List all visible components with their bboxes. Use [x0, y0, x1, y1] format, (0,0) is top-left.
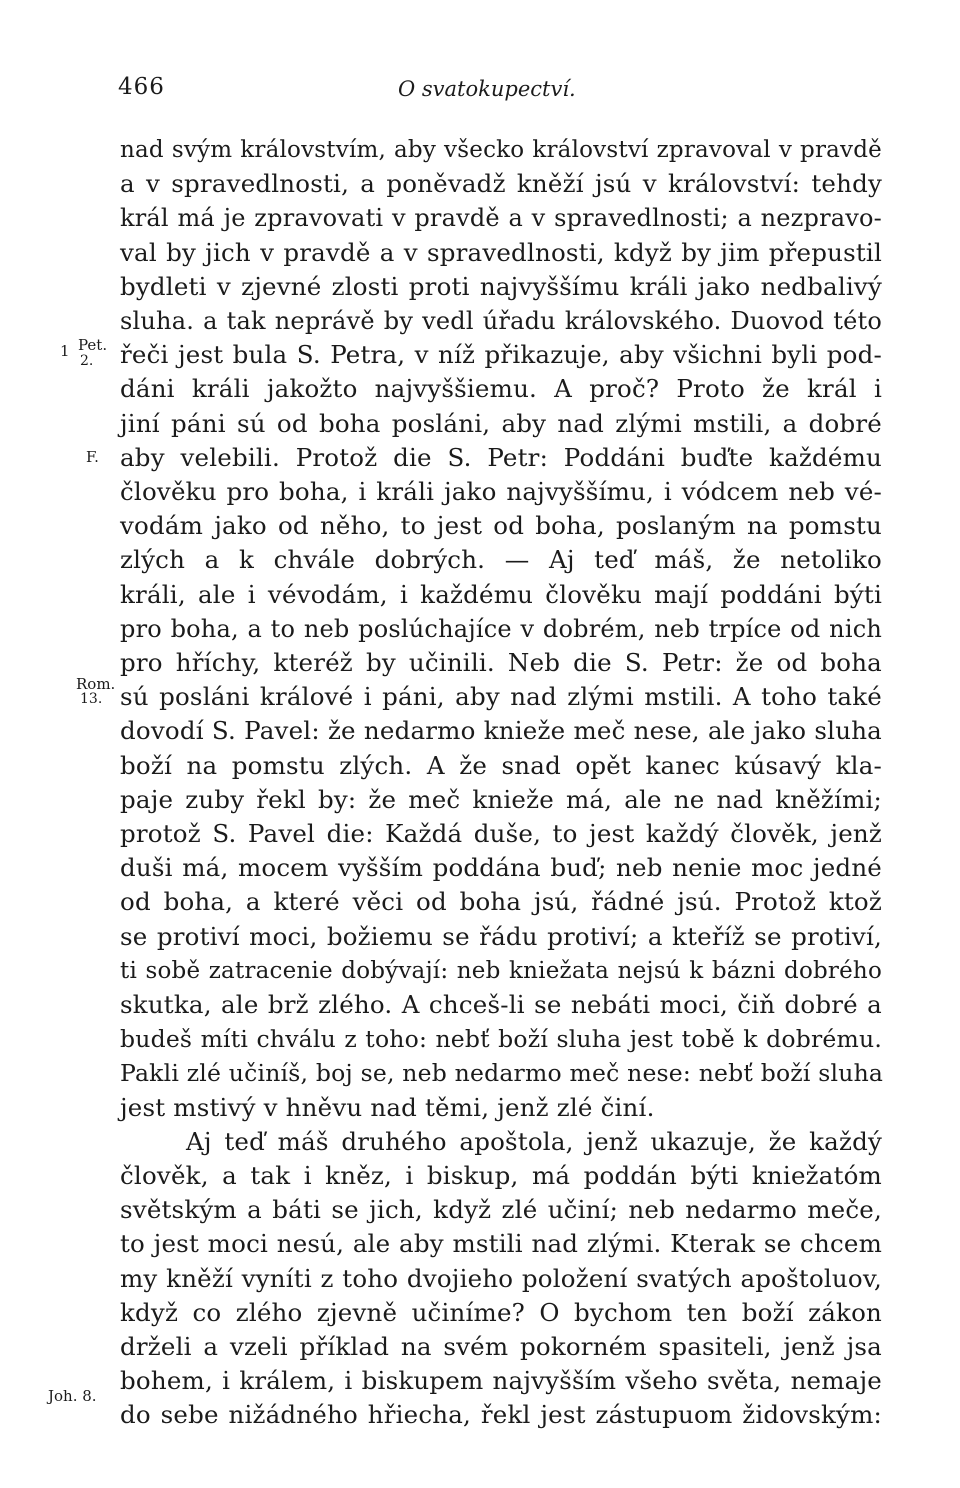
text-line: jest mstivý v hněvu nad těmi, jenž zlé činí.: [120, 1092, 655, 1122]
margin-note-joh: Joh. 8.: [48, 1387, 97, 1405]
text-line: člověku pro boha, i králi jako najvyššímu, i vódcem neb vé-: [120, 477, 882, 506]
text-line: dáni králi jakožto najvyššiemu. A proč? Proto že král i: [120, 374, 882, 404]
text-line: nad svým královstvím, aby všecko království zpravoval v pravdě: [120, 137, 882, 163]
page-number: 466: [118, 74, 165, 100]
text-line: král má je zpravovati v pravdě a v spravedlnosti; a nezpravo-: [120, 204, 882, 233]
margin-note-rom-abbr: Rom.: [76, 675, 116, 693]
paragraph-first-line: Aj teď máš druhého apoštola, jenž ukazuje, že každý: [186, 1126, 882, 1156]
text-line: val by jich v pravdě a v spravedlnosti, když by jim přepustil: [120, 237, 882, 267]
text-line: ti sobě zatracenie dobývají: neb kniežata nejsú k bázni dobrého: [120, 957, 882, 984]
text-line: člověk, a tak i kněz, i biskup, má poddán býti kniežatóm: [120, 1161, 882, 1190]
text-line: skutka, ale brž zlého. A chceš-li se nebáti moci, čiň dobré a: [120, 990, 882, 1019]
margin-note-pet-chapter: 2.: [80, 353, 94, 369]
text-line: protož S. Pavel die: Každá duše, to jest každý člověk, jenž: [120, 819, 882, 848]
text-line: pro hříchy, kteréž by učinili. Neb die S. Petr: že od boha: [120, 648, 882, 677]
margin-note-pet-number: 1: [60, 342, 70, 360]
text-line: drželi a vzeli příklad na svém pokorném spasiteli, jenž jsa: [120, 1332, 882, 1361]
margin-note-pet-abbr: Pet.: [78, 336, 108, 354]
text-line: světským a báti se jich, když zlé učiní; neb nedarmo meče,: [120, 1195, 882, 1225]
text-line: budeš míti chválu z toho: nebť boží sluha jest tobě k dobrému.: [120, 1025, 882, 1054]
text-line: do sebe nižádného hřiecha, řekl jest zástupuom židovským:: [120, 1400, 882, 1430]
text-line: řeči jest bula S. Petra, v níž přikazuje, aby všichni byli pod-: [120, 340, 882, 370]
text-line: boží na pomstu zlých. A že snad opět kanec kúsavý kla-: [120, 750, 882, 780]
text-line: a v spravedlnosti, a poněvadž kněží jsú v království: tehdy: [120, 169, 882, 199]
text-line: aby velebili. Protož die S. Petr: Poddáni buďte každému: [120, 442, 882, 472]
page-header: [0, 74, 960, 110]
text-line: duši má, mocem vyšším poddána buď; neb nenie moc jedné: [120, 853, 882, 883]
text-line: my kněží vyníti z toho dvojieho položení svatých apoštoluov,: [120, 1263, 882, 1293]
text-line: králi, ale i vévodám, i každému člověku mají poddáni býti: [120, 579, 882, 609]
text-line: jiní páni sú od boha posláni, aby nad zlými mstili, a dobré: [120, 408, 882, 438]
text-line: Pakli zlé učiníš, boj se, neb nedarmo meč nese: nebť boží sluha: [120, 1059, 884, 1088]
text-line: bydleti v zjevné zlosti proti najvyššímu králi jako nedbalivý: [120, 271, 882, 301]
text-line: bohem, i králem, i biskupem najvyšším všeho světa, nemaje: [120, 1366, 882, 1396]
text-line: dovodí S. Pavel: že nedarmo knieže meč nese, ale jako sluha: [120, 716, 882, 746]
text-line: to jest moci nesú, ale aby mstili nad zlými. Kterak se chcem: [120, 1229, 882, 1259]
margin-note-f: F.: [86, 448, 99, 466]
text-line: zlých a k chvále dobrých. — Aj teď máš, že netoliko: [120, 545, 882, 575]
running-title: O svatokupectví.: [398, 77, 576, 101]
text-line: vodám jako od něho, to jest od boha, poslaným na pomstu: [120, 511, 882, 541]
text-line: sluha. a tak neprávě by vedl úřadu královského. Duovod této: [120, 307, 882, 335]
margin-note-rom-chapter: 13.: [80, 691, 103, 707]
text-line: se protiví moci, božiemu se řádu protiví; a kteříž se protiví,: [120, 921, 882, 951]
text-line: když co zlého zjevně učiníme? O bychom ten boží zákon: [120, 1297, 882, 1327]
text-line: od boha, a které věci od boha jsú, řádné jsú. Protož ktož: [120, 887, 882, 917]
text-line: sú posláni králové i páni, aby nad zlými mstili. A toho také: [120, 682, 882, 712]
text-line: paje zuby řekl by: že meč knieže má, ale ne nad kněžími;: [120, 784, 882, 814]
text-line: pro boha, a to neb poslúchajíce v dobrém, neb trpíce od nich: [120, 614, 882, 643]
